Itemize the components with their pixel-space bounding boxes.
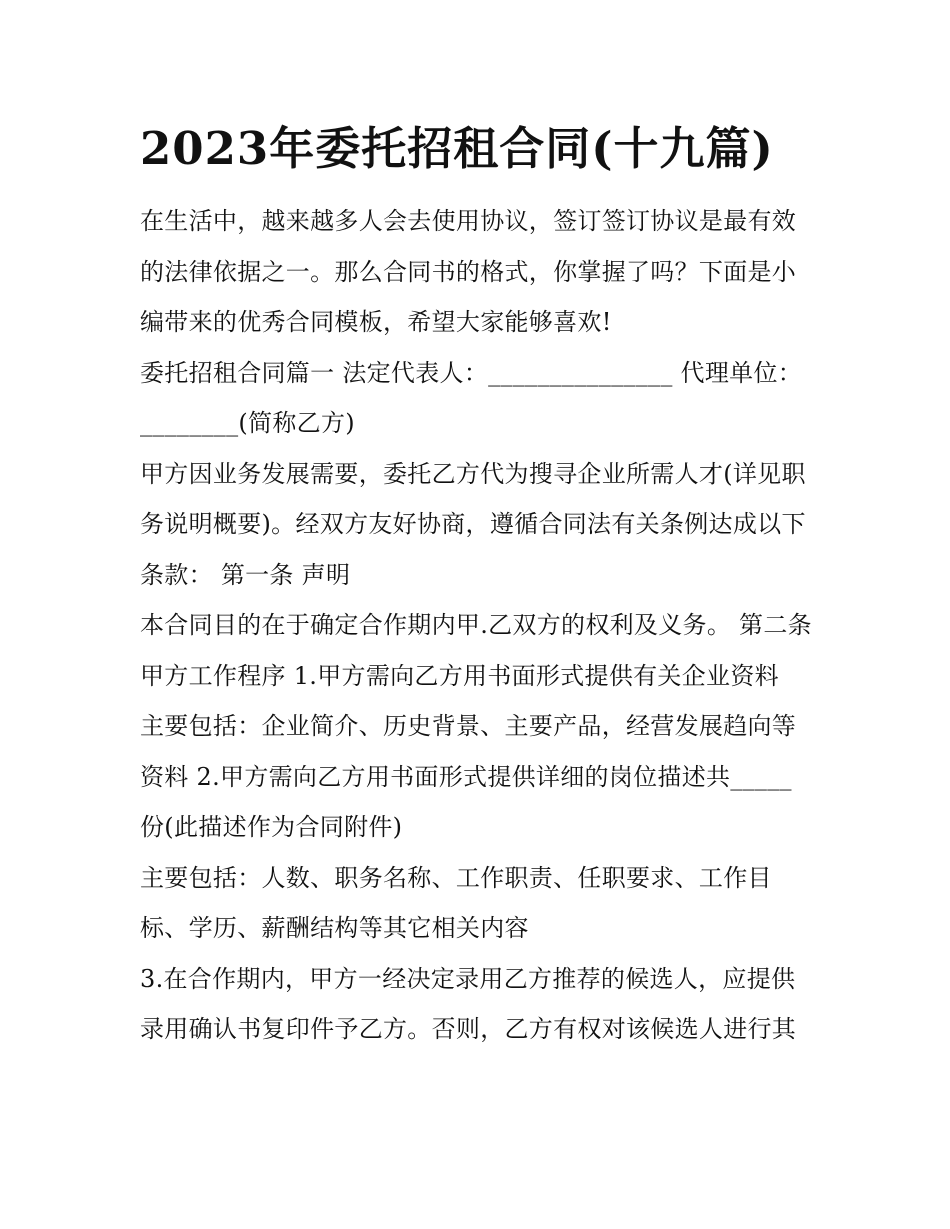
paragraph-intro: 在生活中，越来越多人会去使用协议，签订签订协议是最有效的法律依据之一。那么合同书的格式，你掌握了吗？下面是小编带来的优秀合同模板，希望大家能够喜欢! xyxy=(140,207,797,336)
paragraph-article-one: 本合同目的在于确定合作期内甲.乙双方的权利及义务。 第二条 甲方工作程序 1.甲方需向乙方用书面形式提供有关企业资料 xyxy=(140,611,812,690)
paragraph-hiring-confirmation: 3.在合作期内，甲方一经决定录用乙方推荐的候选人，应提供录用确认书复印件予乙方。否则，乙方有权对该候选人进行其 xyxy=(140,964,797,1043)
paragraph-materials: 主要包括：企业简介、历史背景、主要产品，经营发展趋向等资料 2.甲方需向乙方用书面形式提供详细的岗位描述共_____份(此描述作为合同附件) xyxy=(140,712,797,841)
paragraph-job-description: 主要包括：人数、职务名称、工作职责、任职要求、工作目标、学历、薪酬结构等其它相关内容 xyxy=(140,863,772,942)
paragraph-purpose: 甲方因业务发展需要，委托乙方代为搜寻企业所需人才(详见职务说明概要)。经双方友好协商，遵循合同法有关条例达成以下条款： 第一条 声明 xyxy=(140,459,806,589)
document-title: 2023年委托招租合同(十九篇) xyxy=(140,122,774,175)
paragraph-parties: 委托招租合同篇一 法定代表人：_______________ 代理单位：________(简称乙方) xyxy=(140,358,803,437)
